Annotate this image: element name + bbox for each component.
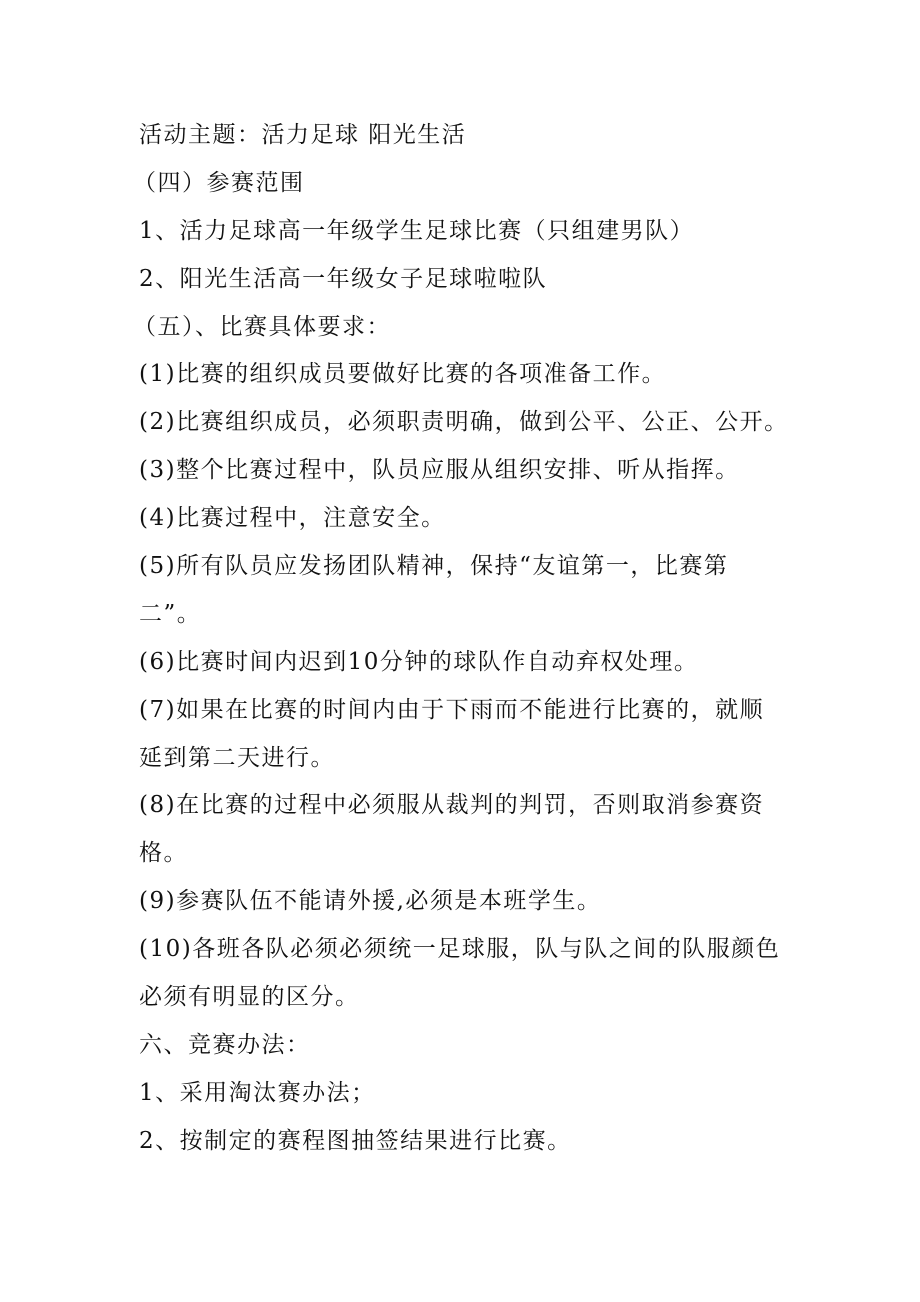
requirement-8-continued: 格。 — [139, 840, 188, 867]
scope-item-1: 1、活力足球高一年级学生足球比赛（只组建男队） — [139, 217, 695, 244]
method-item-2: 2、按制定的赛程图抽签结果进行比赛。 — [139, 1127, 572, 1154]
requirement-6: (6)比赛时间内迟到10分钟的球队作自动弃权处理。 — [139, 648, 699, 675]
requirement-10-continued: 必须有明显的区分。 — [139, 984, 360, 1011]
requirement-1: (1)比赛的组织成员要做好比赛的各项准备工作。 — [139, 361, 667, 388]
requirement-5: (5)所有队员应发扬团队精神，保持“友谊第一，比赛第 — [139, 553, 729, 580]
scope-item-2: 2、阳光生活高一年级女子足球啦啦队 — [139, 265, 548, 292]
activity-theme-line: 活动主题：活力足球 阳光生活 — [139, 122, 467, 148]
section-heading-scope: （四）参赛范围 — [133, 169, 305, 196]
requirement-9: (9)参赛队伍不能请外援,必须是本班学生。 — [139, 888, 602, 915]
requirement-7: (7)如果在比赛的时间内由于下雨而不能进行比赛的，就顺 — [139, 696, 765, 723]
section-heading-competition-method: 六、竞赛办法： — [139, 1031, 311, 1058]
requirement-7-continued: 延到第二天进行。 — [139, 744, 335, 771]
section-heading-requirements: （五）、比赛具体要求： — [133, 313, 391, 340]
requirement-2: (2)比赛组织成员，必须职责明确，做到公平、公正、公开。 — [139, 409, 789, 436]
requirement-8: (8)在比赛的过程中必须服从裁判的判罚，否则取消参赛资 — [139, 792, 765, 819]
requirement-3: (3)整个比赛过程中，队员应服从组织安排、听从指挥。 — [139, 457, 740, 484]
requirement-10: (10)各班各队必须必须统一足球服，队与队之间的队服颜色 — [139, 936, 781, 963]
requirement-4: (4)比赛过程中，注意安全。 — [139, 505, 446, 532]
requirement-5-continued: 二”。 — [139, 600, 202, 627]
method-item-1: 1、采用淘汰赛办法； — [139, 1079, 376, 1106]
document-body — [133, 112, 799, 1166]
